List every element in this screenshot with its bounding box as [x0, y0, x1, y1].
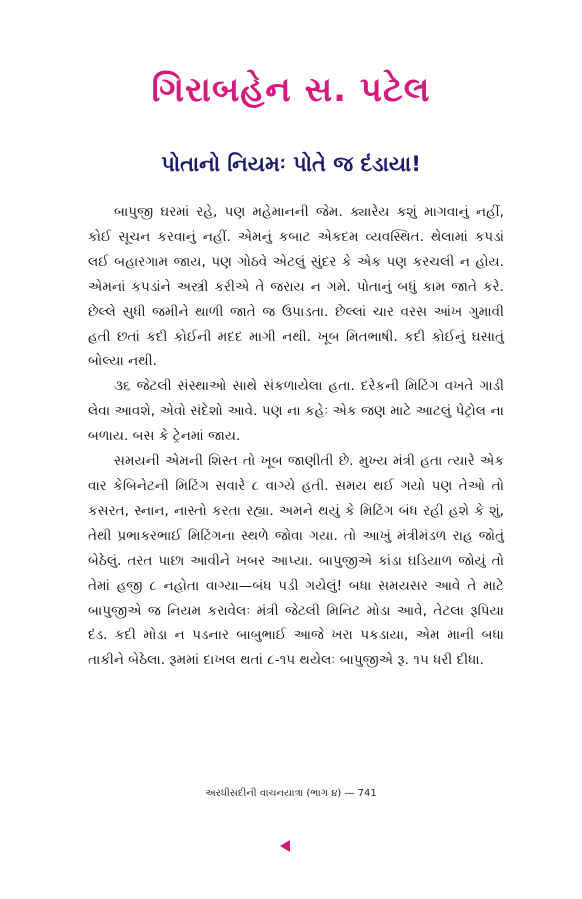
left-arrow-icon[interactable]: [280, 840, 290, 852]
page-footer: અરધીસદીની વાચનયાત્રા (ભાગ ૪) — 741: [205, 788, 377, 799]
paragraph: સમયની એમની શિસ્ત તો ખૂબ જાણીતી છે. મુખ્ય મંત્રી હતા ત્યારે એક વાર કેબિનેટની મિટિંગ સવારે ૮ વાગ્યે હતી. સમય થઈ ગયો પણ તેઓ તો કસરત, સ્નાન, નાસ્તો કરતા રહ્યા. અમને થયું કે મિટિંગ બંધ રહી હશે કે શું, તેથી પ્રભાકરભાઈ મિટિંગના સ્થળે જોવા ગયા. તો આખું મંત્રીમંડળ રાહ જોતું બેઠેલું. તરત પાછા આવીને ખબર આપ્યા. બાપુજીએ કાંડા ઘડિયાળ જોયું તો તેમાં હજી ૮ નહોતા વાગ્યા—બંધ પડી ગયેલું! બધા સમયસર આવે તે માટે બાપુજીએ જ નિયમ કરાવેલઃ મંત્રી જેટલી મિનિટ મોડા આવે, તેટલા રૂપિયા દંડ. કદી મોડા ન પડનાર બાબુભાઈ આજે ખરા પકડાયા, એમ માની બધા તાકીને બેઠેલા. રૂમમાં દાખલ થતાં ૮-૧૫ થયેલઃ બાપુજીએ રૂ. ૧૫ ધરી દીધા.: [88, 453, 504, 669]
paragraph: બાપુજી ઘરમાં રહે, પણ મહેમાનની જેમ. ક્યારેય કશું માગવાનું નહીં, કોઈ સૂચન કરવાનું નહીં. એમનું કબાટ એકદમ વ્યવસ્થિત. થેલામાં કપડાં લઈ બહારગામ જાય, પણ ગોઠવે એટલું સુંદર કે એક પણ કરચલી ન હોય. એમનાં કપડાંને અસ્ત્રી કરીએ તે જરાય ન ગમે. પોતાનું બધું કામ જાતે કરે. છેલ્લે સુધી જમીને થાળી જાતે જ ઉપાડતા. છેલ્લાં ચાર વરસ આંખ ગુમાવી હતી છતાં કદી કોઈની મદદ માગી નથી. ખૂબ મિતભાષી. કદી કોઈનું ઘસાતું બોલ્યા નથી.: [88, 204, 504, 370]
paragraph: ૩૬ જેટલી સંસ્થાઓ સાથે સંકળાયેલા હતા. દરેકની મિટિંગ વખતે ગાડી લેવા આવશે, એવો સંદેશો આવે. પણ ના કહેઃ એક જણ માટે આટલું પેટ્રોલ ના બળાય. બસ કે ટ્રેનમાં જાય.: [88, 378, 504, 445]
article-body: [88, 200, 504, 673]
article-title: પોતાનો નિયમઃ પોતે જ દંડાયા!: [161, 152, 421, 176]
author-heading: ગિરાબહેન સ. પટેલ: [151, 70, 431, 110]
